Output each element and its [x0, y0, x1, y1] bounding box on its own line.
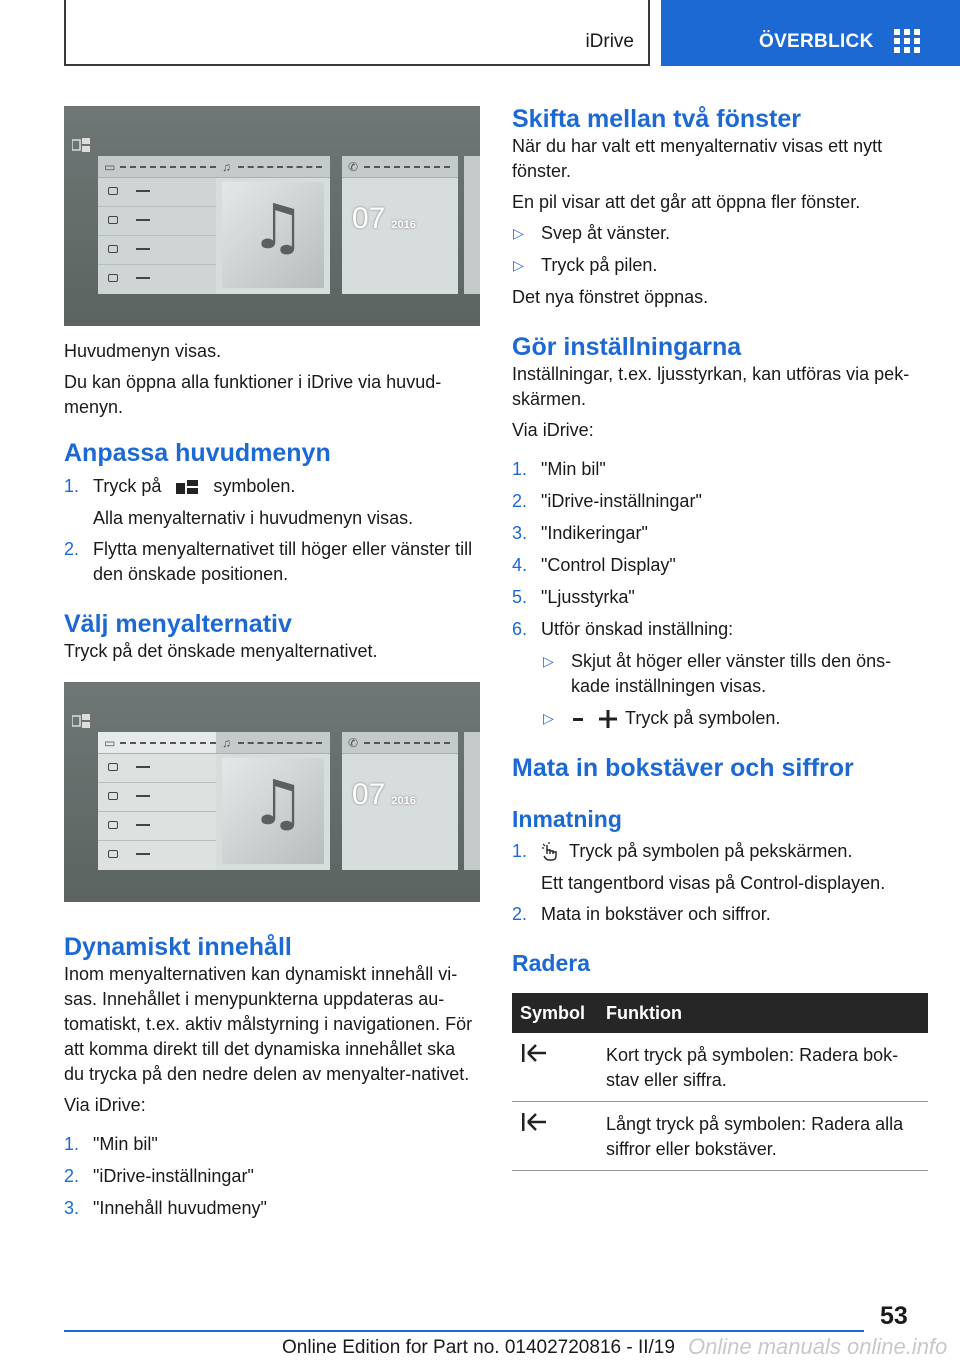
via-idrive-right: Via iDrive: [512, 420, 594, 440]
gor-step-5: 5. "Ljusstyrka" [512, 587, 635, 607]
inm-step-1-result: Ett tangentbord visas på Control-displayen. [541, 873, 886, 893]
gor-step-6: 6. Utför önskad inställning: [512, 619, 734, 639]
heading-dynamic-content: Dynamiskt innehåll [64, 933, 292, 961]
triangle-bullet-icon: ▷ [543, 710, 554, 726]
date-day: 07 [352, 202, 386, 235]
via-idrive-left: Via iDrive: [64, 1095, 146, 1115]
clock-icon [108, 274, 118, 282]
row-function: Kort tryck på symbolen: Radera bok-stav eller siffra. [598, 1033, 928, 1102]
phone-icon: ✆ [348, 736, 359, 750]
gauge-icon [108, 216, 118, 224]
triangle-bullet-icon: ▷ [543, 653, 554, 669]
music-small-icon: ♫ [222, 160, 231, 174]
switch-text-1: När du har valt ett menyalternativ visas ett nytt fönster. [512, 136, 883, 181]
tile-partial [464, 732, 480, 870]
right-column [512, 104, 928, 1171]
range-icon [108, 821, 118, 829]
menu-layout-icon [176, 480, 198, 494]
switch-bullet-1: ▷ Svep åt vänster. [512, 221, 928, 246]
page-number: 53 [880, 1302, 908, 1330]
music-small-icon: ♫ [222, 736, 231, 750]
footer-watermark: Online manuals online.info [688, 1334, 948, 1359]
date-year: 2016 [391, 219, 416, 231]
delete-symbol-table [512, 993, 928, 1171]
tile-media [216, 732, 330, 870]
gor-step-1: 1. "Min bil" [512, 459, 606, 479]
tile-my-vehicle [98, 156, 234, 294]
heading-select-item: Välj menyalternativ [64, 610, 292, 638]
gauge-icon [108, 792, 118, 800]
heading-input: Inmatning [512, 806, 622, 832]
table-row [512, 1033, 928, 1102]
table-row [512, 1102, 928, 1171]
switch-text-3: Det nya fönstret öppnas. [512, 287, 709, 307]
step-2: 2. Flytta menyalternativet till höger eller vänster till den önskade positionen. [64, 539, 473, 584]
step-1-result: Alla menyalternativ i huvudmenyn visas. [93, 508, 414, 528]
gor-step-4: 4. "Control Display" [512, 555, 676, 575]
date-year: 2016 [391, 795, 416, 807]
music-note-icon: ♫ [250, 766, 306, 839]
dynamic-content-text: Inom menyalternativen kan dynamiskt innehåll vi-sas. Innehållet i menypunkterna uppdateras au-tomatiskt, t.ex. aktiv målstyrning i navigationen. För att komma direkt till det dynamiska innehållet ska du trycka på den nedre delen av menyalter-nativet. [64, 964, 473, 1084]
inm-step-2: 2. Mata in bokstäver och siffror. [512, 904, 771, 924]
range-icon [108, 245, 118, 253]
menu-icon [72, 714, 90, 728]
gor-step-2: 2. "iDrive-inställningar" [512, 491, 702, 511]
header-chapter-box [64, 0, 650, 66]
dyn-step-2: 2. "iDrive-inställningar" [64, 1166, 254, 1186]
dyn-step-3: 3. "Innehåll huvudmeny" [64, 1198, 267, 1218]
minus-icon [571, 712, 585, 726]
clock-icon [108, 850, 118, 858]
plus-icon [599, 710, 617, 728]
gor-bullet-1: ▷ Skjut åt höger eller vänster tills den öns-kade inställningen visas. [543, 651, 892, 696]
car-icon: ▭ [104, 160, 116, 174]
tile-communication [342, 732, 458, 870]
switch-bullet-2: ▷ Tryck på pilen. [512, 253, 928, 278]
settings-text: Inställningar, t.ex. ljusstyrkan, kan utföras via pek-skärmen. [512, 364, 910, 409]
menu-icon [72, 138, 90, 152]
triangle-bullet-icon: ▷ [513, 257, 524, 273]
heading-enter-letters: Mata in bokstäver och siffror [512, 754, 854, 782]
step-1: 1. Tryck på symbolen. [64, 476, 296, 496]
touch-hand-icon [541, 842, 561, 862]
switch-text-2: En pil visar att det går att öppna fler fönster. [512, 192, 861, 212]
triangle-bullet-icon: ▷ [513, 225, 524, 241]
header-chapter: iDrive [585, 31, 634, 52]
main-menu-screenshot [64, 106, 480, 326]
phone-icon: ✆ [348, 160, 359, 174]
inm-step-1: 1. Tryck på symbolen på pekskärmen. [512, 841, 853, 861]
heading-customize-menu: Anpassa huvudmenyn [64, 439, 331, 467]
heading-settings: Gör inställningarna [512, 333, 742, 361]
heading-delete: Radera [512, 950, 590, 976]
fuel-icon [108, 187, 118, 195]
header-section-box[interactable] [661, 0, 960, 66]
caption-open-functions: Du kan öppna alla funktioner i iDrive via huvud-menyn. [64, 372, 442, 417]
date-day: 07 [352, 778, 386, 811]
fuel-icon [108, 763, 118, 771]
car-icon: ▭ [104, 736, 116, 750]
music-note-icon: ♫ [250, 190, 306, 263]
row-function: Långt tryck på symbolen: Radera alla siffror eller bokstäver. [598, 1102, 928, 1171]
select-item-text: Tryck på det önskade menyalternativet. [64, 641, 378, 661]
footer-edition: Online Edition for Part no. 01402720816 - II/19 [282, 1337, 675, 1358]
tile-my-vehicle-highlighted [98, 732, 234, 870]
gor-bullet-2: ▷ Tryck på symbolen. [512, 706, 928, 731]
backspace-arrow-icon [520, 1112, 548, 1132]
col-function: Funktion [598, 993, 928, 1033]
tile-media [216, 156, 330, 294]
footer-rule [64, 1330, 864, 1332]
main-menu-screenshot-2 [64, 682, 480, 902]
grid-menu-icon[interactable] [894, 29, 920, 53]
left-column [64, 106, 480, 1228]
tile-communication [342, 156, 458, 294]
gor-step-3: 3. "Indikeringar" [512, 523, 648, 543]
col-symbol: Symbol [512, 993, 598, 1033]
backspace-arrow-icon [520, 1043, 548, 1063]
dyn-step-1: 1. "Min bil" [64, 1134, 158, 1154]
header-section: ÖVERBLICK [759, 31, 874, 52]
caption-main-menu: Huvudmenyn visas. [64, 341, 222, 361]
heading-switch-windows: Skifta mellan två fönster [512, 105, 801, 133]
tile-partial [464, 156, 480, 294]
